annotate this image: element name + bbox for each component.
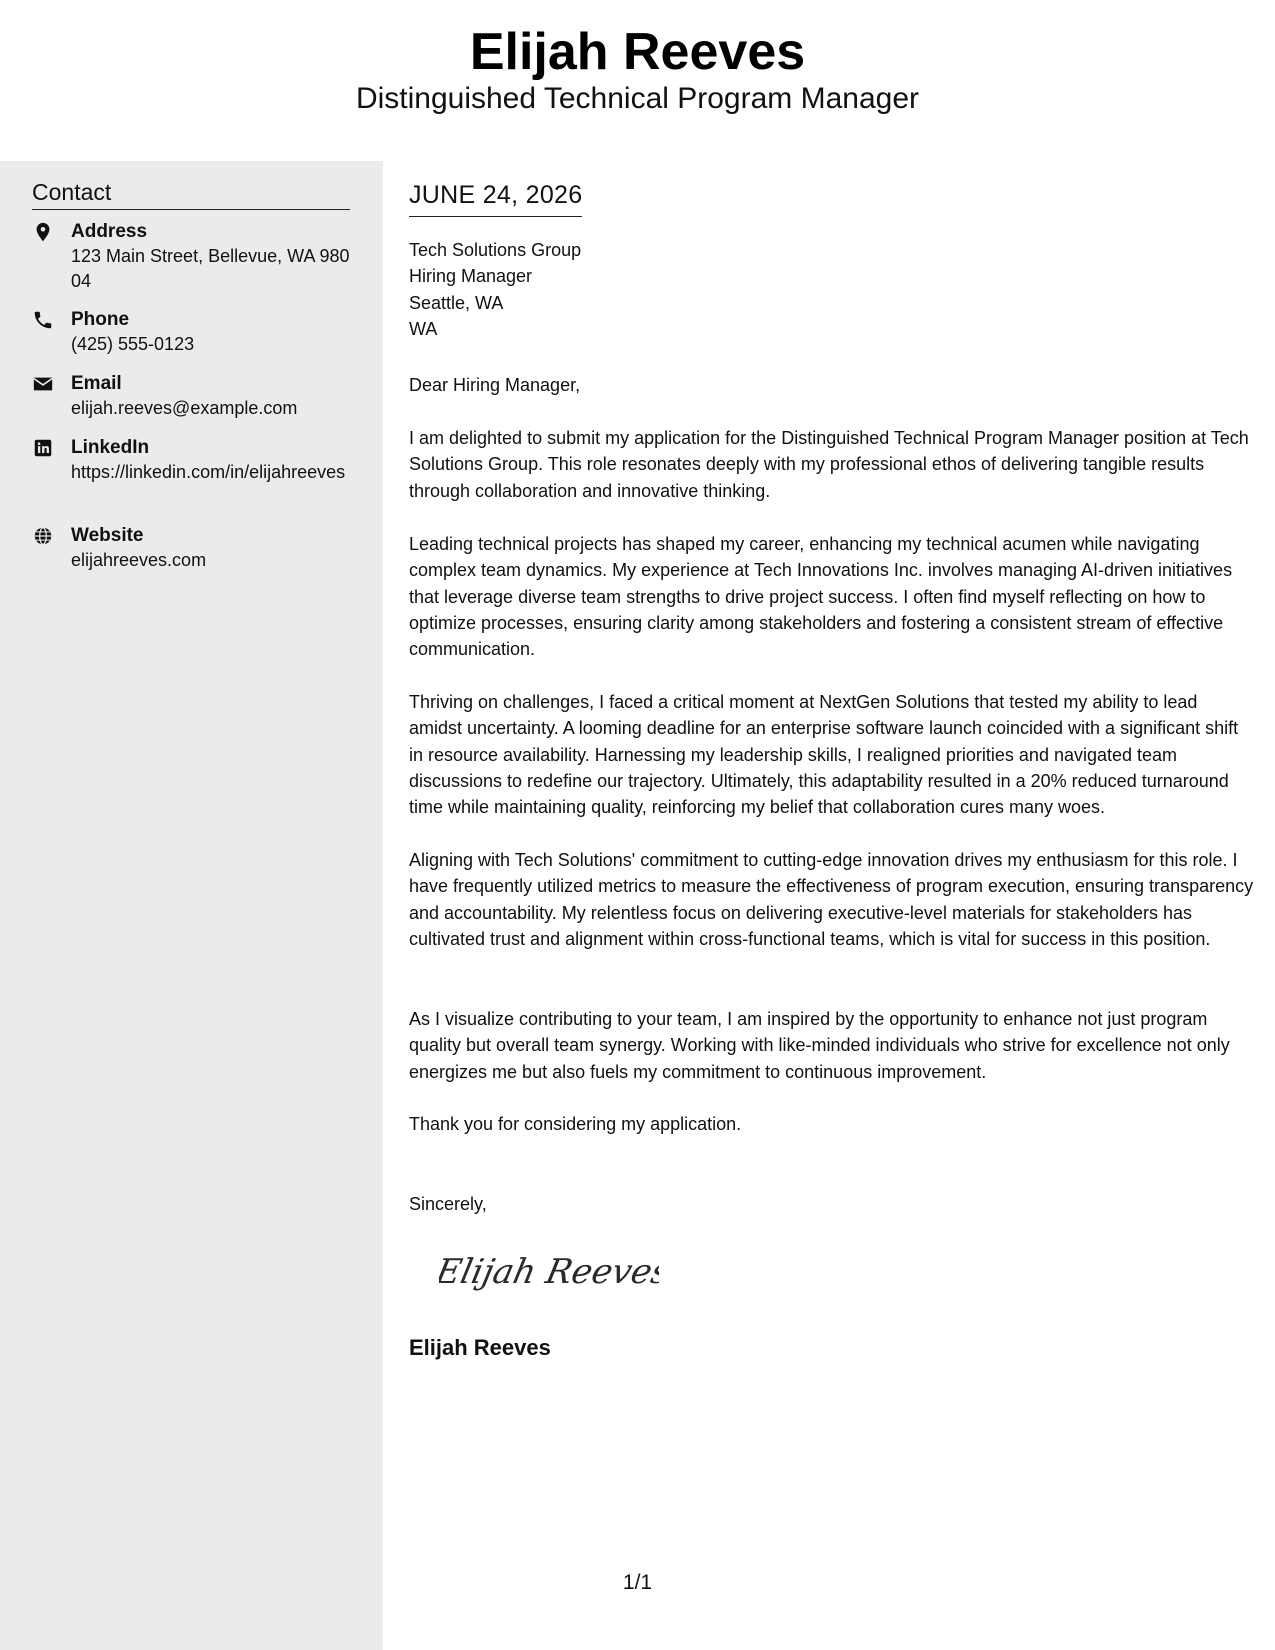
website-value[interactable]: elijahreeves.com <box>71 550 207 570</box>
page-number: 1/1 <box>622 1571 653 1594</box>
linkedin-label: LinkedIn <box>71 437 150 458</box>
phone-icon <box>32 309 54 331</box>
recipient-block <box>409 237 581 342</box>
paragraph-challenge: Thriving on challenges, I faced a critical moment at NextGen Solutions that tested my ability to lead amidst uncertainty. A looming deadline for an enterprise software launch coincided with a significant shift in resource availability. Harnessing my leadership skills, I realigned priorities and navigated team discussions to redefine our trajectory. Ultimately, this adaptability resulted in a 20% reduced turnaround time while maintaining quality, reinforcing my belief that collaboration cures many woes. <box>409 692 1239 818</box>
applicant-name: Elijah Reeves <box>469 23 806 81</box>
phone-value: (425) 555-0123 <box>71 334 195 354</box>
contact-sidebar <box>0 161 383 1650</box>
paragraph-alignment: Aligning with Tech Solutions' commitment to cutting-edge innovation drives my enthusiasm for this role. I have frequently utilized metrics to measure the effectiveness of program execution, ensuring transparency and accountability. My relentless focus on delivering executive-level materials for stakeholders has cultivated trust and alignment within cross-functional teams, which is vital for success in this position. <box>409 850 1254 949</box>
recipient-city: Seattle, WA <box>409 292 504 313</box>
recipient-role: Hiring Manager <box>409 266 533 287</box>
paragraph-experience: Leading technical projects has shaped my career, enhancing my technical acumen while navigating complex team dynamics. My experience at Tech Innovations Inc. involves managing AI-driven initiatives that leverage diverse team strengths to drive project success. I often find myself reflecting on how to optimize processes, ensuring clarity among stakeholders and fostering a consistent stream of effective communication. <box>409 534 1233 660</box>
paragraph-intro: I am delighted to submit my application for the Distinguished Technical Program Manager position at Tech Solutions Group. This role resonates deeply with my professional ethos of delivering tangible results through collaboration and innovative thinking. <box>409 428 1249 501</box>
salutation: Dear Hiring Manager, <box>409 375 581 395</box>
address-value: 123 Main Street, Bellevue, WA 98004 <box>71 246 350 291</box>
applicant-title: Distinguished Technical Program Manager <box>355 82 920 115</box>
website-label: Website <box>71 525 144 546</box>
phone-label: Phone <box>71 309 130 330</box>
linkedin-icon <box>32 437 54 459</box>
letter-date: JUNE 24, 2026 <box>409 180 582 217</box>
letter-header <box>0 0 1275 160</box>
recipient-company: Tech Solutions Group <box>409 240 582 260</box>
paragraph-vision: As I visualize contributing to your team, I am inspired by the opportunity to enhance not just program quality but overall team synergy. Working with like-minded individuals who strive for excellence not only energizes me but also fuels my commitment to continuous improvement. <box>409 1009 1230 1082</box>
signature-image <box>439 1241 659 1301</box>
email-label: Email <box>71 373 122 394</box>
address-label: Address <box>71 221 148 242</box>
globe-icon <box>32 525 54 547</box>
contact-heading: Contact <box>32 177 350 210</box>
envelope-icon <box>32 373 54 395</box>
email-value[interactable]: elijah.reeves@example.com <box>71 398 298 418</box>
closing: Sincerely, <box>409 1194 487 1214</box>
recipient-state: WA <box>409 318 438 339</box>
signer-name: Elijah Reeves <box>409 1335 551 1360</box>
map-pin-icon <box>32 221 54 243</box>
linkedin-value[interactable]: https://linkedin.com/in/elijahreeves <box>71 462 346 482</box>
svg-text:Elijah Reeves: Elijah Reeves <box>439 1252 659 1292</box>
paragraph-thanks: Thank you for considering my application. <box>409 1114 742 1134</box>
